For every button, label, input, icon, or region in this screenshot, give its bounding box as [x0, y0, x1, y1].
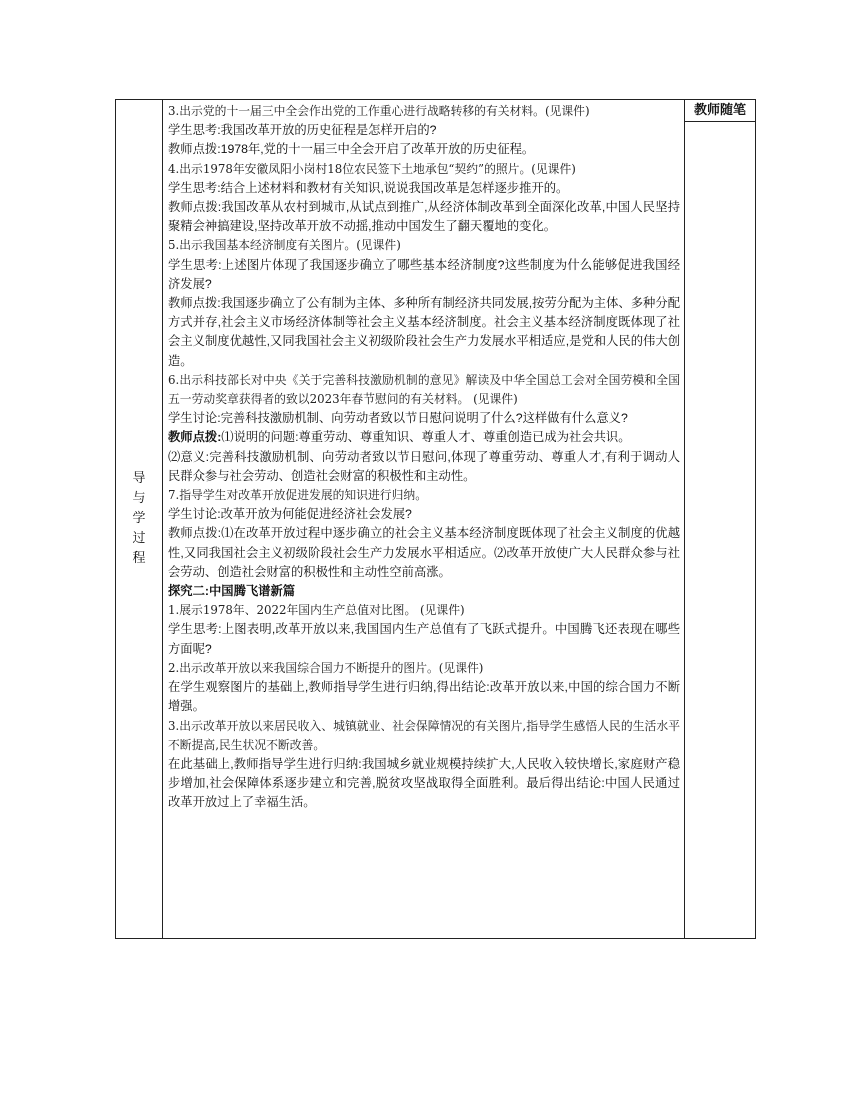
paragraph-text: 3.出示党的十一届三中全会作出党的工作重心进行战略转移的有关材料。(见课件)	[168, 104, 590, 118]
lesson-content	[163, 100, 684, 813]
paragraph-text: ⑴说明的问题:尊重劳动、尊重知识、尊重人才、尊重创造已成为社会共识。	[221, 430, 631, 445]
discussion-paragraph	[168, 428, 680, 447]
discussion-paragraph	[168, 448, 680, 486]
notes-cell	[685, 100, 756, 939]
instruction-paragraph	[168, 371, 680, 409]
discussion-paragraph	[168, 678, 680, 716]
instruction-paragraph	[168, 601, 680, 620]
paragraph-text: 4.出示1978年安徽凤阳小岗村18位农民签下土地承包“契约”的照片。(见课件)	[168, 161, 576, 176]
paragraph-text: 6.出示科技部长对中央《关于完善科技激励机制的意见》解读及中华全国总工会对全国劳模和全国五一劳动奖章获得者的致以2023年春节慰问的有关材料。 (见课件)	[168, 372, 680, 407]
discussion-paragraph	[168, 140, 680, 159]
paragraph-text: 在此基础上,教师指导学生进行归纳:我国城乡就业规模持续扩大,人民收入较快增长,家庭财产稳步增加,社会保障体系逐步建立和完善,脱贫攻坚战取得全面胜利。最后得出结论:中国人民通过改革开放过上了幸福生活。	[168, 756, 680, 810]
discussion-paragraph	[168, 755, 680, 813]
section-label-char: 与	[132, 491, 146, 506]
paragraph-text: 学生思考:上图表明,改革开放以来,我国国内生产总值有了飞跃式提升。中国腾飞还表现在哪些方面呢?	[168, 622, 680, 656]
discussion-paragraph	[168, 505, 680, 524]
instruction-paragraph	[168, 659, 680, 678]
instruction-paragraph	[168, 160, 680, 179]
paragraph-text: 学生讨论:完善科技激励机制、向劳动者致以节日慰问说明了什么?这样做有什么意义?	[168, 411, 628, 426]
paragraph-text: 1.展示1978年、2022年国内生产总值对比图。 (见课件)	[168, 603, 465, 618]
section-heading	[168, 582, 680, 601]
discussion-paragraph	[168, 620, 680, 658]
paragraph-text: 教师点拨:⑴在改革开放过程中逐步确立的社会主义基本经济制度既体现了社会主义制度的优越性,又同我国社会主义初级阶段社会生产力发展水平相适应。⑵改革开放使广大人民群众参与社会劳动、创造社会财富的积极性和主动性空前高涨。	[168, 526, 680, 579]
paragraph-text: 在学生观察图片的基础上,教师指导学生进行归纳,得出结论:改革开放以来,中国的综合国力不断增强。	[168, 680, 680, 714]
paragraph-text: 5.出示我国基本经济制度有关图片。(见课件)	[168, 238, 401, 253]
paragraph-text: ⑵意义:完善科技激励机制、向劳动者致以节日慰问,体现了尊重劳动、尊重人才,有利于调动人民群众参与社会劳动、创造社会财富的积极性和主动性。	[168, 449, 680, 483]
instruction-paragraph	[168, 236, 680, 255]
paragraph-lead: 教师点拨:	[168, 430, 222, 445]
paragraph-text: 学生讨论:改革开放为何能促进经济社会发展?	[168, 507, 412, 522]
instruction-paragraph	[168, 486, 680, 505]
paragraph-text: 2.出示改革开放以来我国综合国力不断提升的图片。(见课件)	[168, 660, 484, 675]
instruction-paragraph	[168, 717, 680, 755]
section-label-cell	[116, 100, 163, 939]
section-label	[116, 469, 162, 569]
paragraph-text: 7.指导学生对改革开放促进发展的知识进行归纳。	[168, 488, 427, 503]
lesson-plan-table	[115, 99, 756, 939]
section-label-char: 程	[132, 551, 146, 566]
paragraph-text: 教师点拨:我国逐步确立了公有制为主体、多种所有制经济共同发展,按劳分配为主体、多种分配方式并存,社会主义市场经济体制等社会主义基本经济制度。社会主义基本经济制度既体现了社会主义制度优越性,又同我国社会主义初级阶段社会生产力发展水平相适应,是党和人民的伟大创造。	[168, 296, 680, 368]
section-label-char: 导	[132, 471, 146, 486]
instruction-paragraph	[168, 102, 680, 121]
paragraph-text: 学生思考:上述图片体现了我国逐步确立了哪些基本经济制度?这些制度为什么能够促进我国经济发展?	[168, 257, 680, 291]
section-label-char: 过	[132, 531, 146, 546]
discussion-paragraph	[168, 294, 680, 371]
discussion-paragraph	[168, 198, 680, 236]
discussion-paragraph	[168, 524, 680, 582]
paragraph-text: 学生思考:结合上述材料和教材有关知识,说说我国改革是怎样逐步推开的。	[168, 180, 569, 195]
discussion-paragraph	[168, 121, 680, 140]
paragraph-text: 学生思考:我国改革开放的历史征程是怎样开启的?	[168, 123, 437, 138]
discussion-paragraph	[168, 256, 680, 294]
paragraph-text: 探究二:中国腾飞谱新篇	[168, 584, 296, 599]
discussion-paragraph	[168, 409, 680, 428]
paragraph-text: 教师点拨:我国改革从农村到城市,从试点到推广,从经济体制改革到全面深化改革,中国人民坚持聚精会神搞建设,坚持改革开放不动摇,推动中国发生了翻天覆地的变化。	[168, 200, 680, 234]
paragraph-text: 教师点拨:1978年,党的十一届三中全会开启了改革开放的历史征程。	[168, 142, 535, 157]
discussion-paragraph	[168, 179, 680, 198]
section-label-char: 学	[132, 511, 146, 526]
notes-header: 教师随笔	[685, 100, 755, 122]
paragraph-text: 3.出示改革开放以来居民收入、城镇就业、社会保障情况的有关图片,指导学生感悟人民的生活水平不断提高,民生状况不断改善。	[168, 718, 680, 752]
content-cell	[163, 100, 685, 939]
